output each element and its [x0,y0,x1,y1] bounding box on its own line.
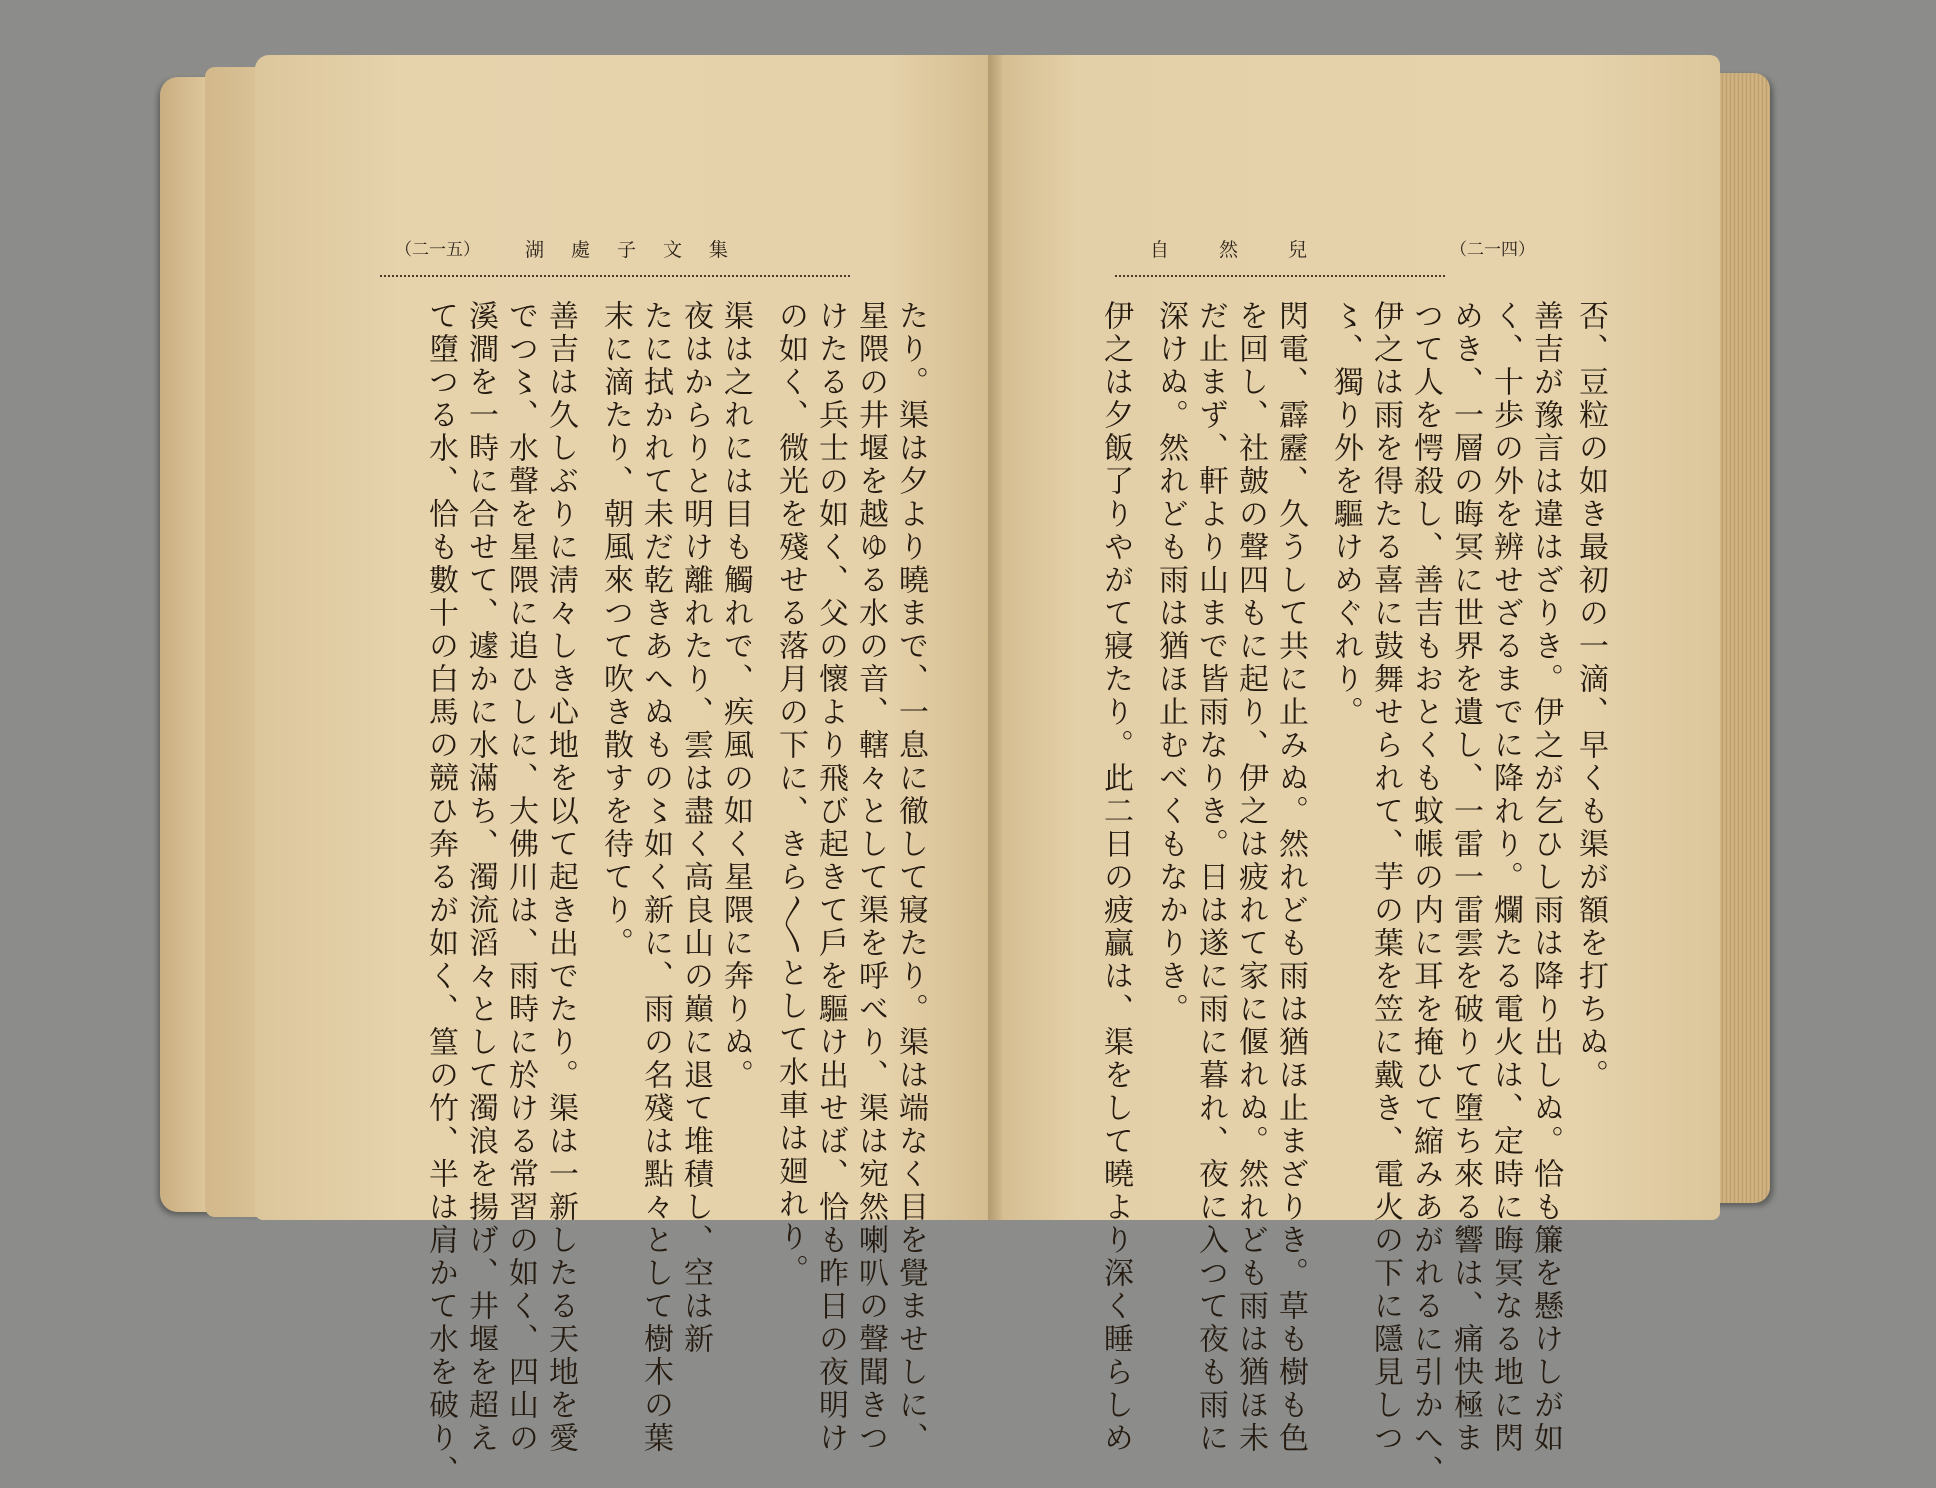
text-column: たに拭かれて未だ乾きあへぬもの〻如く新に、雨の名殘は點々として樹木の葉 [638,300,673,1455]
left-header-rule [380,275,850,277]
text-column: 善吉が豫言は違はざりき。伊之が乞ひし雨は降り出しぬ。恰も簾を懸けしが如 [1528,300,1563,1455]
right-header-rule [1115,275,1445,277]
text-column: だ止まず、軒より山まで皆雨なりき。日は遂に雨に暮れ、夜に入つて夜も雨に [1193,300,1228,1455]
text-column: 末に滴たり、朝風來つて吹き散すを待てり。 [598,300,633,960]
text-column: を回し、社皷の聲四もに起り、伊之は疲れて家に偃れぬ。然れども雨は猶ほ未 [1233,300,1268,1455]
left-page-number: （二一五） [395,240,480,260]
left-running-title: 湖 處 子 文 集 [525,239,733,261]
text-column: 夜はからりと明け離れたり、雲は盡く高良山の巔に退て堆積し、空は新 [678,300,713,1356]
text-column: 溪澗を一時に合せて、遽かに水滿ち、濁流滔々として濁浪を揚げ、井堰を超え [463,300,498,1455]
text-column: めき、一層の晦冥に世界を遺し、一雷一雷雲を破りて墮ち來る響は、痛快極ま [1448,300,1483,1455]
text-column: たり。渠は夕より曉まで、一息に徹して寢たり。渠は端なく目を覺ませしに、 [893,300,928,1455]
text-column: けたる兵士の如く、父の懷より飛び起きて戶を驅け出せば、恰も昨日の夜明け [813,300,848,1455]
text-column: 星隈の井堰を越ゆる水の音、轄々として渠を呼べり、渠は宛然喇叭の聲聞きつ [853,300,888,1455]
text-column: の如く、微光を殘せる落月の下に、きら〳〵として水車は廻れり。 [773,300,808,1287]
text-column: つて人を愕殺し、善吉もおとくも蚊帳の内に耳を掩ひて縮みあがれるに引かへ、 [1408,300,1443,1488]
text-column: でつ〻、水聲を星隈に追ひしに、大佛川は、雨時に於ける常習の如く、四山の [503,300,538,1455]
text-column: 深けぬ。然れども雨は猶ほ止むべくもなかりき。 [1153,300,1188,1026]
book-gutter [988,55,1002,1220]
right-page-number: （二一四） [1450,240,1535,260]
text-column: 善吉は久しぶりに淸々しき心地を以て起き出でたり。渠は一新したる天地を愛 [543,300,578,1455]
text-column: 伊之は雨を得たる喜に鼓舞せられて、芋の葉を笠に戴き、電火の下に隱見しつ [1368,300,1403,1455]
text-column: 閃電、霹靂、久うして共に止みぬ。然れども雨は猶ほ止まざりき。草も樹も色 [1273,300,1308,1455]
text-column: て墮つる水、恰も數十の白馬の競ひ奔るが如く、篁の竹、半は肩かて水を破り、 [423,300,458,1488]
right-running-title: 自 然 兒 [1150,239,1312,261]
text-column: 〻、獨り外を驅けめぐれり。 [1328,300,1363,729]
text-column: く、十歩の外を辨せざるまでに降れり。爛たる電火は、定時に晦冥なる地に閃 [1488,300,1523,1455]
text-column: 渠は之れには目も觸れで、疾風の如く星隈に奔りぬ。 [718,300,753,1092]
text-column: 否、豆粒の如き最初の一滴、早くも渠が額を打ちぬ。 [1573,300,1608,1092]
text-column: 伊之は夕飯了りやがて寢たり。此二日の疲贏は、渠をして曉より深く睡らしめ [1098,300,1133,1455]
